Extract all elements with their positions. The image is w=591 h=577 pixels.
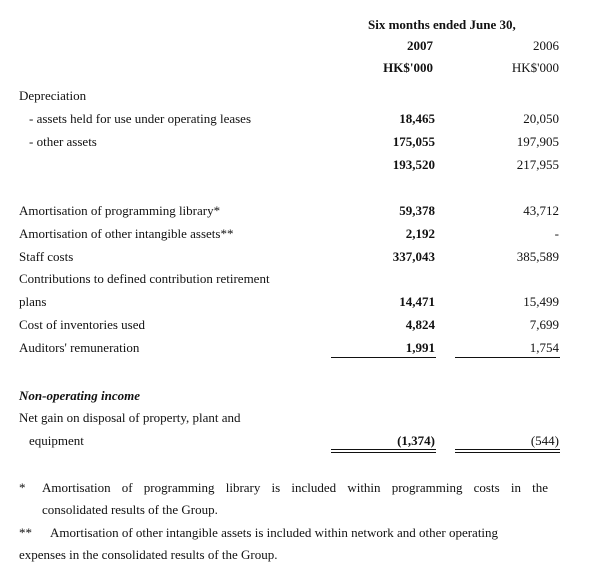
table-row-label: - other assets	[29, 134, 97, 149]
footnote-text: Amortisation of programming library is included within programming costs in the	[42, 480, 548, 495]
non-operating-heading: Non-operating income	[19, 388, 140, 403]
table-row-label: Amortisation of other intangible assets**	[19, 226, 234, 241]
depreciation-heading: Depreciation	[19, 88, 87, 103]
table-cell-prior: (544)	[530, 433, 559, 448]
table-row-label-continued: equipment	[29, 433, 84, 448]
table-cell-prior: -	[554, 226, 559, 241]
year-prior: 2006	[533, 38, 559, 53]
year-current: 2007	[407, 38, 433, 53]
table-row-label-continued: plans	[19, 294, 47, 309]
table-cell-current: 2,192	[405, 226, 435, 241]
double-rule-prior	[455, 449, 560, 453]
table-row-label: Net gain on disposal of property, plant and	[19, 410, 241, 425]
depreciation-total-prior: 217,955	[516, 157, 559, 172]
depreciation-total-current: 193,520	[392, 157, 435, 172]
footnote-text-continued: expenses in the consolidated results of the Group.	[19, 547, 278, 562]
table-cell-prior: 1,754	[529, 340, 559, 355]
footnote-marker: *	[19, 480, 26, 495]
table-cell-current: 1,991	[405, 340, 435, 355]
table-row-label: - assets held for use under operating leases	[29, 111, 252, 126]
table-cell-current: 337,043	[392, 249, 435, 264]
table-cell-current: 18,465	[399, 111, 435, 126]
table-cell-prior: 20,050	[523, 111, 559, 126]
unit-prior: HK$'000	[511, 60, 559, 75]
table-row-label: Amortisation of programming library*	[19, 203, 221, 218]
table-row-label: Cost of inventories used	[19, 317, 146, 332]
table-row-label: Staff costs	[19, 249, 74, 264]
table-cell-current: 175,055	[392, 134, 435, 149]
table-cell-prior: 385,589	[516, 249, 559, 264]
table-cell-prior: 43,712	[523, 203, 559, 218]
table-cell-current: (1,374)	[397, 433, 435, 448]
footnote-text-continued: consolidated results of the Group.	[42, 502, 218, 517]
rule-prior	[455, 357, 560, 358]
table-cell-current: 59,378	[399, 203, 435, 218]
table-row-label: Auditors' remuneration	[19, 340, 140, 355]
table-cell-prior: 15,499	[523, 294, 559, 309]
table-cell-prior: 197,905	[516, 134, 559, 149]
table-cell-current: 14,471	[399, 294, 435, 309]
table-cell-current: 4,824	[405, 317, 435, 332]
period-heading: Six months ended June 30,	[368, 17, 516, 32]
unit-current: HK$'000	[383, 60, 433, 75]
table-row-label: Contributions to defined contribution retirement	[19, 271, 270, 286]
table-cell-prior: 7,699	[529, 317, 559, 332]
footnote-text: Amortisation of other intangible assets is included within network and other operating	[50, 525, 499, 540]
rule-current	[331, 357, 436, 358]
footnote-marker: **	[19, 525, 32, 540]
double-rule-current	[331, 449, 436, 453]
